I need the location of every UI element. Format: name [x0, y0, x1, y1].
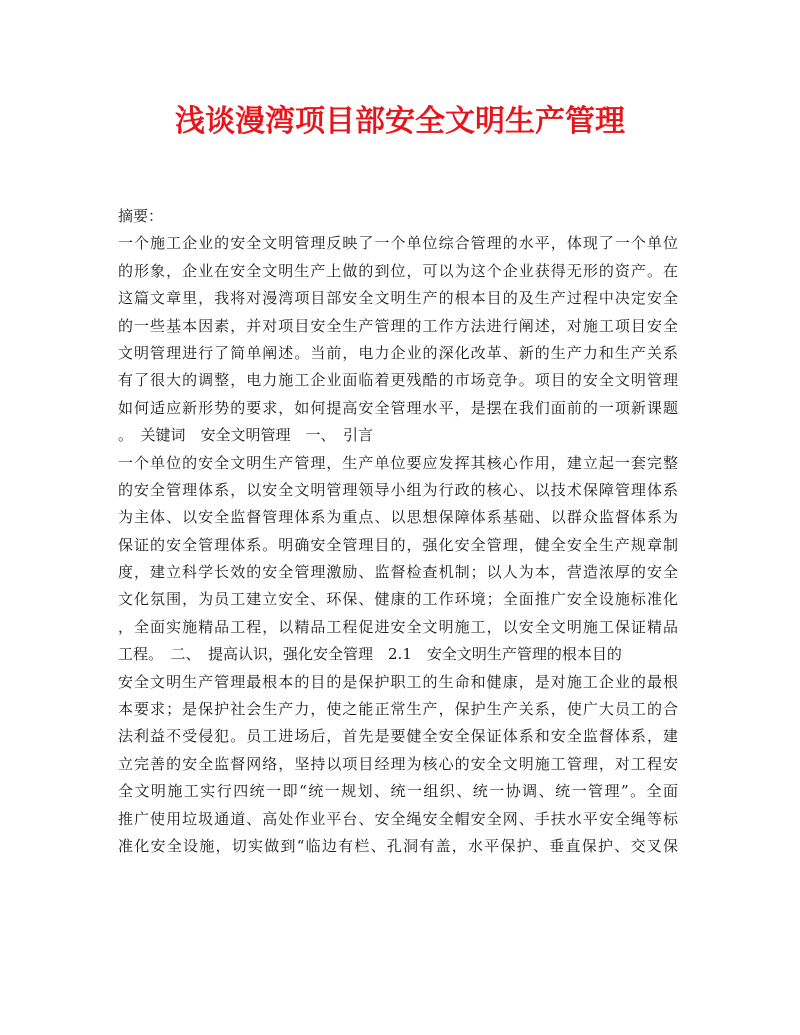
keywords-line: 。 关键词 安全文明管理 一、 引言 [118, 426, 374, 445]
text-line: 文明管理进行了简单阐述。当前，电力企业的深化改革、新的生产力和生产关系 [118, 343, 678, 362]
document-body [118, 203, 678, 860]
text-line: 保证的安全管理体系。明确安全管理目的，强化安全管理，健全安全生产规章制 [118, 535, 678, 554]
text-line: 一个施工企业的安全文明管理反映了一个单位综合管理的水平，体现了一个单位 [118, 234, 678, 253]
text-line: 立完善的安全监督网络，坚持以项目经理为核心的安全文明施工管理，对工程安 [118, 754, 678, 773]
text-line: 准化安全设施，切实做到“临边有栏、孔洞有盖，水平保护、垂直保护、交叉保 [118, 836, 678, 855]
text-line: ，全面实施精品工程，以精品工程促进安全文明施工，以安全文明施工保证精品 [118, 617, 678, 636]
text-line: 的形象，企业在安全文明生产上做的到位，可以为这个企业获得无形的资产。在 [118, 261, 678, 280]
text-line: 本要求；是保护社会生产力，使之能正常生产，保护生产关系，使广大员工的合 [118, 700, 678, 719]
text-line: 安全文明生产管理最根本的目的是保护职工的生命和健康，是对施工企业的最根 [118, 672, 678, 691]
text-line: 推广使用垃圾通道、高处作业平台、安全绳安全帽安全网、手扶水平安全绳等标 [118, 809, 678, 828]
text-line: 的一些基本因素，并对项目安全生产管理的工作方法进行阐述，对施工项目安全 [118, 316, 678, 335]
text-line: 度，建立科学长效的安全管理激励、监督检查机制；以人为本，营造浓厚的安全 [118, 563, 678, 582]
document-title: 浅谈漫湾项目部安全文明生产管理 [175, 104, 625, 139]
abstract-label: 摘要： [118, 207, 164, 225]
text-line: 这篇文章里，我将对漫湾项目部安全文明生产的根本目的及生产过程中决定安全 [118, 289, 678, 308]
text-line: 一个单位的安全文明生产管理，生产单位要应发挥其核心作用，建立起一套完整 [118, 453, 678, 472]
text-line: 为主体、以安全监督管理体系为重点、以思想保障体系基础、以群众监督体系为 [118, 508, 678, 527]
text-line: 有了很大的调整，电力施工企业面临着更残酷的市场竞争。项目的安全文明管理 [118, 371, 678, 390]
text-line: 法利益不受侵犯。员工进场后，首先是要健全安全保证体系和安全监督体系，建 [118, 727, 678, 746]
text-line: 文化氛围，为员工建立安全、环保、健康的工作环境；全面推广安全设施标准化 [118, 590, 678, 609]
text-line: 全文明施工实行四统一即“统一规划、统一组织、统一协调、统一管理”。全面 [118, 782, 678, 801]
text-line: 的安全管理体系，以安全文明管理领导小组为行政的核心、以技术保障管理体系 [118, 480, 678, 499]
text-line: 如何适应新形势的要求，如何提高安全管理水平，是摆在我们面前的一项新课题 [118, 398, 678, 417]
section-heading-line: 工程。 二、 提高认识，强化安全管理 2.1 安全文明生产管理的根本目的 [118, 645, 622, 664]
